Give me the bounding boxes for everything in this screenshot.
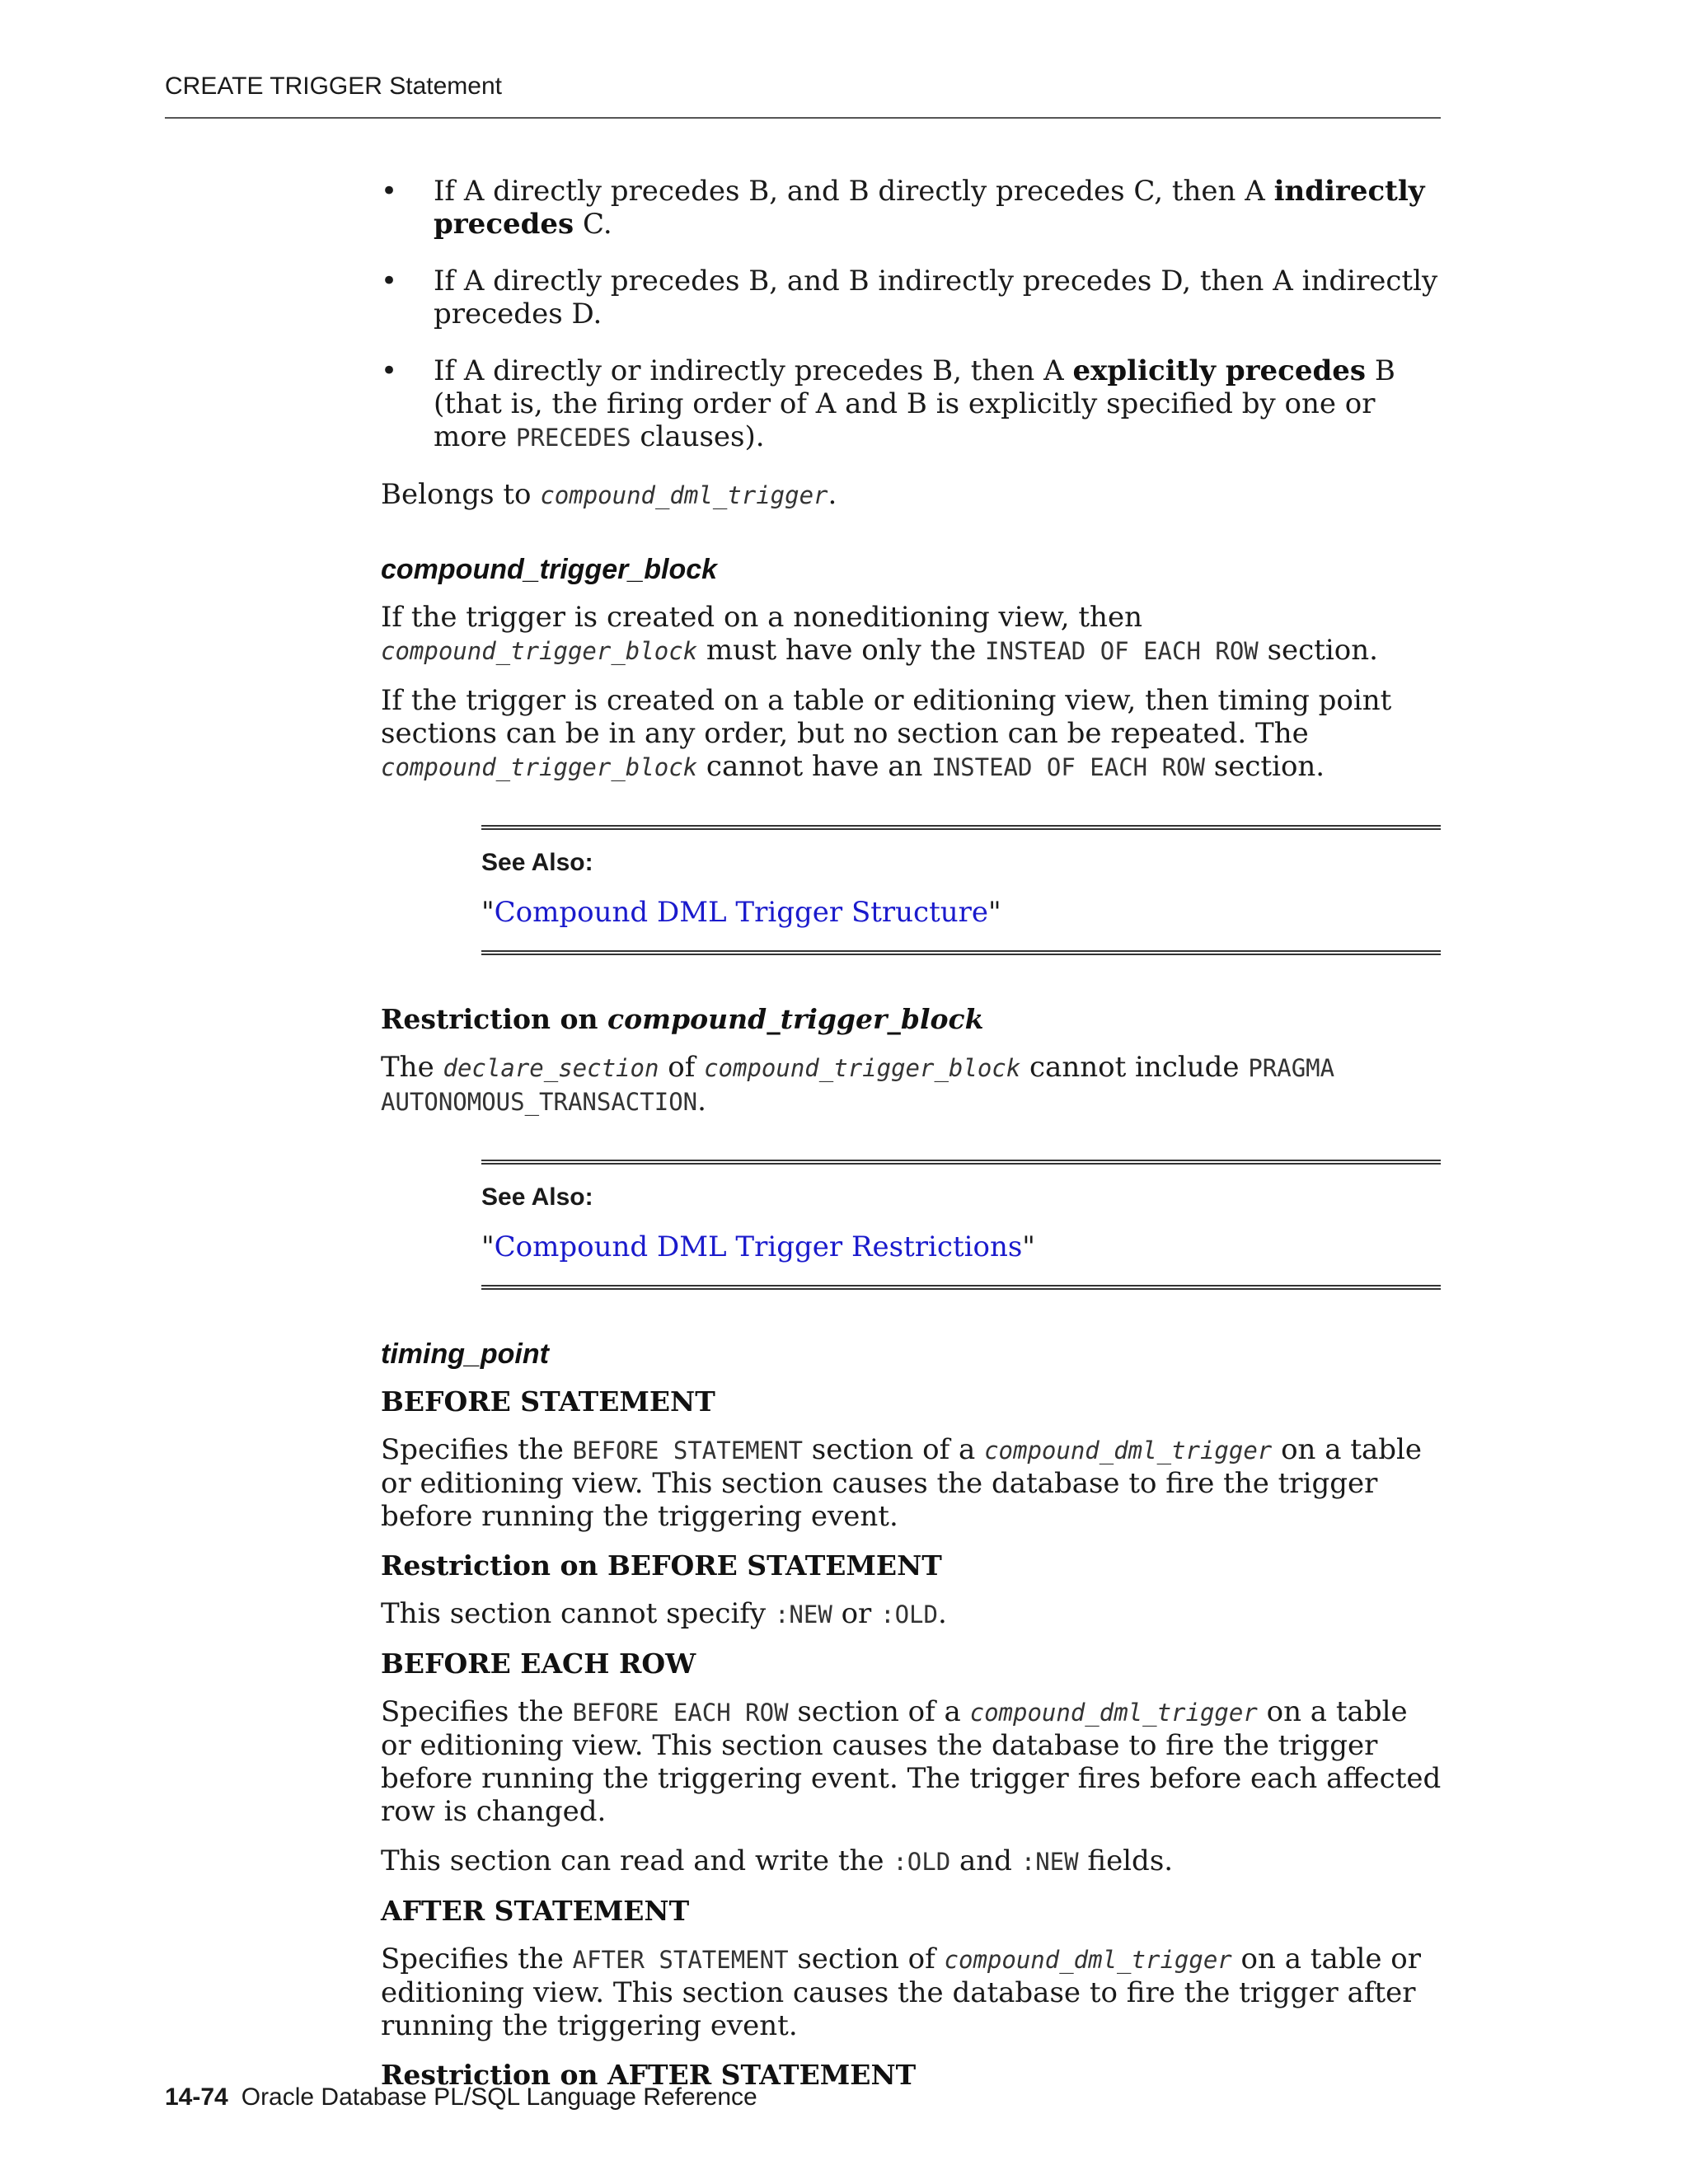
list-item: • If A directly or indirectly precedes B, then A explicitly precedes B (that is, the firing order of A and B is explicitly specified by one or more PRECEDES clauses).: [381, 354, 1444, 454]
see-also-box: See Also: "Compound DML Trigger Structure": [481, 825, 1441, 955]
section-heading-compound-trigger-block: compound_trigger_block: [381, 554, 718, 585]
paragraph: If the trigger is created on a noneditioning view, then compound_trigger_block must have only the INSTEAD OF EACH ROW section.: [381, 601, 1378, 667]
belongs-to-paragraph: Belongs to compound_dml_trigger.: [381, 478, 837, 511]
paragraph: This section can read and write the :OLD and :NEW fields.: [381, 1844, 1174, 1877]
page-footer: [165, 2083, 757, 2111]
paragraph: The declare_section of compound_trigger_block cannot include PRAGMA AUTONOMOUS_TRANSACTION.: [381, 1051, 1335, 1118]
page-number: 14-74: [165, 2083, 228, 2111]
subheading-before-each-row: BEFORE EACH ROW: [381, 1647, 696, 1680]
see-also-label: See Also:: [481, 1183, 593, 1211]
subheading-restriction-after-statement: Restriction on AFTER STATEMENT: [381, 2059, 917, 2091]
book-title: Oracle Database PL/SQL Language Reference: [241, 2083, 757, 2111]
paragraph: This section cannot specify :NEW or :OLD.: [381, 1597, 947, 1630]
paragraph: If the trigger is created on a table or editioning view, then timing point sections can be in any order, but no section can be repeated. The compound_trigger_block cannot have an INSTEAD OF EACH ROW section.: [381, 684, 1392, 783]
page-body: [381, 175, 1444, 2107]
running-header-title: CREATE TRIGGER Statement: [165, 73, 502, 100]
see-also-label: See Also:: [481, 849, 593, 876]
subheading-after-statement: AFTER STATEMENT: [381, 1895, 690, 1927]
compound-dml-trigger-structure-link[interactable]: Compound DML Trigger Structure: [494, 896, 989, 929]
paragraph: Specifies the BEFORE STATEMENT section of a compound_dml_trigger on a table or editioning view. This section causes the database to fire the trigger before running the triggering event.: [381, 1433, 1423, 1533]
see-also-box: See Also: "Compound DML Trigger Restrictions": [481, 1160, 1441, 1290]
subheading-before-statement: BEFORE STATEMENT: [381, 1385, 715, 1418]
section-heading-timing-point: timing_point: [381, 1338, 549, 1370]
compound-dml-trigger-restrictions-link[interactable]: Compound DML Trigger Restrictions: [494, 1230, 1023, 1263]
subheading-restriction-before-statement: Restriction on BEFORE STATEMENT: [381, 1549, 942, 1582]
paragraph: Specifies the BEFORE EACH ROW section of a compound_dml_trigger on a table or editioning view. This section causes the database to fire the trigger before running the triggering event. The trigger fires before each affected row is changed.: [381, 1695, 1442, 1828]
list-item: • If A directly precedes B, and B indirectly precedes D, then A indirectly precedes D.: [381, 265, 1444, 330]
precedence-list: [381, 175, 1444, 454]
restriction-heading: Restriction on compound_trigger_block: [381, 1003, 984, 1035]
list-item: • If A directly precedes B, and B directly precedes C, then A indirectly precedes C.: [381, 175, 1444, 241]
running-header: [165, 73, 1441, 119]
paragraph: Specifies the AFTER STATEMENT section of compound_dml_trigger on a table or editioning view. This section causes the database to fire the trigger after running the triggering event.: [381, 1943, 1422, 2042]
